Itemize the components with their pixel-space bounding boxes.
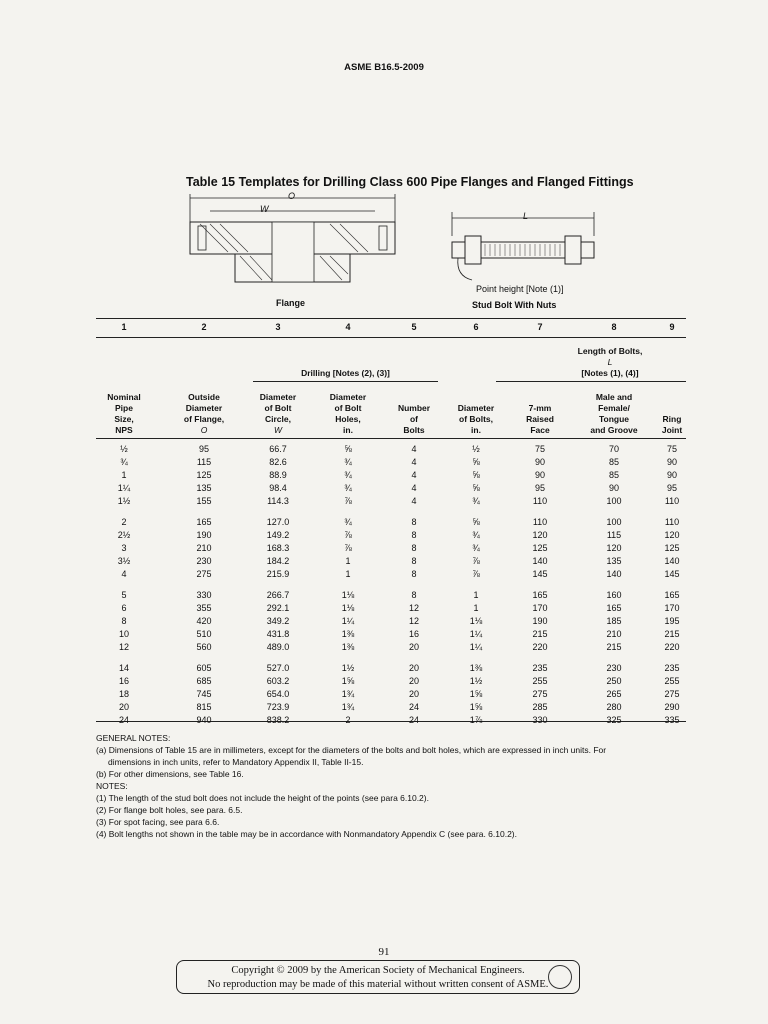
general-note-b: (b) For other dimensions, see Table 16. bbox=[96, 769, 244, 779]
header-nps-line: NPS bbox=[115, 425, 133, 435]
cell-bh: 1⅛ bbox=[341, 603, 355, 613]
cell-od: 605 bbox=[196, 663, 212, 673]
cell-nps: 5 bbox=[121, 590, 127, 600]
length-header-line-1: Length of Bolts, bbox=[577, 346, 643, 356]
cell-bh: ⅞ bbox=[344, 543, 352, 553]
cell-nb: 20 bbox=[408, 676, 419, 686]
header-rj-line: Joint bbox=[661, 425, 683, 435]
cell-db: ½ bbox=[472, 444, 480, 454]
header-mf-line: Tongue bbox=[598, 414, 630, 424]
cell-bh: 1¾ bbox=[341, 702, 355, 712]
header-bh bbox=[310, 392, 386, 436]
cell-bh: ⅞ bbox=[344, 496, 352, 506]
cell-rj: 125 bbox=[664, 543, 680, 553]
cell-od: 190 bbox=[196, 530, 212, 540]
cell-db: 1⅝ bbox=[469, 702, 483, 712]
cell-nps: 18 bbox=[118, 689, 129, 699]
cell-bh: 1½ bbox=[341, 663, 355, 673]
cell-nb: 20 bbox=[408, 689, 419, 699]
column-number-8: 8 bbox=[611, 322, 617, 332]
column-number-1: 1 bbox=[121, 322, 127, 332]
cell-bh: 1⅝ bbox=[341, 676, 355, 686]
note-1: (1) The length of the stud bolt does not include the height of the points (see para 6.10.2). bbox=[96, 793, 429, 803]
cell-od: 355 bbox=[196, 603, 212, 613]
cell-mf: 115 bbox=[606, 530, 622, 540]
cell-od: 210 bbox=[196, 543, 212, 553]
cell-nps: 2½ bbox=[117, 530, 131, 540]
cell-db: 1 bbox=[473, 590, 479, 600]
cell-nb: 12 bbox=[408, 616, 419, 626]
cell-od: 125 bbox=[196, 470, 212, 480]
cell-db: ⅝ bbox=[472, 470, 480, 480]
cell-bh: ¾ bbox=[344, 470, 352, 480]
cell-rj: 290 bbox=[664, 702, 680, 712]
note-3: (3) For spot facing, see para 6.6. bbox=[96, 817, 220, 827]
cell-bh: 1⅛ bbox=[341, 590, 355, 600]
cell-mf: 230 bbox=[606, 663, 622, 673]
cell-db: 1¼ bbox=[469, 629, 483, 639]
cell-mf: 100 bbox=[606, 517, 622, 527]
cell-nps: 8 bbox=[121, 616, 127, 626]
table-title: Table 15 Templates for Drilling Class 600 Pipe Flanges and Flanged Fittings bbox=[186, 175, 634, 189]
cell-bc: 292.1 bbox=[266, 603, 290, 613]
cell-rj: 140 bbox=[664, 556, 680, 566]
general-note-a: (a) Dimensions of Table 15 are in millimeters, except for the diameters of the bolts and bolt holes, which are expressed in inch units. For bbox=[96, 745, 607, 755]
cell-rj: 195 bbox=[664, 616, 680, 626]
cell-nb: 20 bbox=[408, 642, 419, 652]
cell-rf: 90 bbox=[534, 457, 545, 467]
cell-nps: 1 bbox=[121, 470, 127, 480]
cell-bh: 1¼ bbox=[341, 616, 355, 626]
cell-nb: 8 bbox=[411, 543, 417, 553]
header-od bbox=[166, 392, 242, 436]
cell-mf: 85 bbox=[608, 470, 619, 480]
cell-rj: 145 bbox=[664, 569, 680, 579]
cell-mf: 160 bbox=[606, 590, 622, 600]
cell-rj: 235 bbox=[664, 663, 680, 673]
header-bh-line: in. bbox=[343, 425, 353, 435]
cell-od: 745 bbox=[196, 689, 212, 699]
cell-rf: 190 bbox=[532, 616, 548, 626]
header-od-line: O bbox=[200, 425, 208, 435]
drilling-group-rule bbox=[253, 381, 438, 382]
column-number-7: 7 bbox=[537, 322, 543, 332]
header-nps-line: Nominal bbox=[107, 392, 141, 402]
cell-db: 1¼ bbox=[469, 642, 483, 652]
cell-db: ⅝ bbox=[472, 457, 480, 467]
notes-section bbox=[96, 732, 696, 840]
cell-nps: 3 bbox=[121, 543, 127, 553]
cell-rj: 165 bbox=[664, 590, 680, 600]
header-nb-line: of bbox=[409, 414, 419, 424]
cell-nb: 4 bbox=[411, 483, 417, 493]
header-bc-line: of Bolt bbox=[264, 403, 292, 413]
notes-heading: NOTES: bbox=[96, 781, 128, 791]
cell-nps: 24 bbox=[118, 715, 129, 725]
cell-bc: 149.2 bbox=[266, 530, 290, 540]
cell-bc: 114.3 bbox=[267, 496, 289, 506]
flange-and-stud-drawing bbox=[180, 192, 600, 312]
cell-db: ⅝ bbox=[472, 517, 480, 527]
header-rf bbox=[502, 403, 578, 436]
cell-rf: 220 bbox=[532, 642, 548, 652]
length-header-line-3: [Notes (1), (4)] bbox=[581, 368, 639, 378]
cell-rj: 215 bbox=[664, 629, 680, 639]
cell-mf: 265 bbox=[606, 689, 622, 699]
cell-bh: 1 bbox=[345, 556, 351, 566]
cell-nps: 2 bbox=[121, 517, 127, 527]
table-top-rule bbox=[96, 318, 686, 319]
cell-rj: 95 bbox=[666, 483, 677, 493]
cell-mf: 140 bbox=[606, 569, 622, 579]
cell-bc: 527.0 bbox=[266, 663, 290, 673]
cell-nb: 12 bbox=[408, 603, 419, 613]
cell-bh: 2 bbox=[345, 715, 351, 725]
stud-bolt-caption: Stud Bolt With Nuts bbox=[472, 300, 557, 310]
cell-rj: 220 bbox=[664, 642, 680, 652]
cell-bh: ¾ bbox=[344, 517, 352, 527]
cell-od: 165 bbox=[196, 517, 212, 527]
header-nps-line: Size, bbox=[114, 414, 134, 424]
cell-rf: 120 bbox=[532, 530, 548, 540]
column-number-3: 3 bbox=[275, 322, 281, 332]
cell-mf: 250 bbox=[606, 676, 622, 686]
cell-rf: 145 bbox=[532, 569, 548, 579]
header-bc-line: Diameter bbox=[259, 392, 297, 402]
cell-mf: 100 bbox=[606, 496, 622, 506]
cell-mf: 185 bbox=[606, 616, 622, 626]
cell-nps: 1¼ bbox=[117, 483, 131, 493]
cell-od: 230 bbox=[196, 556, 212, 566]
column-number-4: 4 bbox=[345, 322, 351, 332]
cell-db: 1⅜ bbox=[469, 663, 483, 673]
header-nb-line: Number bbox=[397, 403, 431, 413]
cell-db: ⅞ bbox=[472, 569, 480, 579]
cell-nb: 8 bbox=[411, 517, 417, 527]
cell-bh: ¾ bbox=[344, 457, 352, 467]
header-bh-line: Diameter bbox=[329, 392, 367, 402]
cell-od: 510 bbox=[196, 629, 212, 639]
standard-header: ASME B16.5-2009 bbox=[344, 62, 424, 73]
cell-nps: 20 bbox=[118, 702, 129, 712]
cell-db: ⅞ bbox=[472, 556, 480, 566]
cell-nb: 8 bbox=[411, 556, 417, 566]
cell-nps: 6 bbox=[121, 603, 127, 613]
general-notes-heading: GENERAL NOTES: bbox=[96, 733, 171, 743]
cell-nb: 4 bbox=[411, 457, 417, 467]
header-bh-line: of Bolt bbox=[334, 403, 362, 413]
cell-mf: 135 bbox=[606, 556, 622, 566]
cell-nb: 8 bbox=[411, 530, 417, 540]
cell-nps: 16 bbox=[118, 676, 129, 686]
cell-rj: 275 bbox=[664, 689, 680, 699]
header-bottom-rule bbox=[96, 438, 686, 439]
cell-mf: 325 bbox=[606, 715, 622, 725]
drilling-group-header: Drilling [Notes (2), (3)] bbox=[301, 368, 390, 378]
cell-od: 420 bbox=[196, 616, 212, 626]
cell-rf: 330 bbox=[532, 715, 548, 725]
cell-mf: 120 bbox=[606, 543, 622, 553]
cell-mf: 215 bbox=[606, 642, 622, 652]
cell-nps: 12 bbox=[118, 642, 129, 652]
cell-rf: 255 bbox=[532, 676, 548, 686]
cell-rf: 275 bbox=[532, 689, 548, 699]
cell-db: ¾ bbox=[472, 496, 480, 506]
cell-nb: 24 bbox=[408, 715, 419, 725]
cell-db: ⅝ bbox=[472, 483, 480, 493]
cell-nps: 4 bbox=[121, 569, 127, 579]
column-number-rule bbox=[96, 337, 686, 338]
cell-nb: 24 bbox=[408, 702, 419, 712]
cell-nb: 8 bbox=[411, 590, 417, 600]
cell-mf: 210 bbox=[606, 629, 622, 639]
header-nps-line: Pipe bbox=[115, 403, 133, 413]
flange-caption: Flange bbox=[276, 298, 306, 308]
cell-rf: 110 bbox=[532, 496, 548, 506]
cell-od: 95 bbox=[198, 444, 209, 454]
column-number-9: 9 bbox=[669, 322, 675, 332]
cell-nb: 4 bbox=[411, 470, 417, 480]
cell-od: 815 bbox=[196, 702, 212, 712]
cell-bc: 168.3 bbox=[266, 543, 290, 553]
cell-od: 275 bbox=[196, 569, 212, 579]
cell-db: 1½ bbox=[469, 676, 483, 686]
cell-bc: 82.6 bbox=[269, 457, 287, 467]
cell-bc: 838.2 bbox=[266, 715, 290, 725]
cell-nb: 4 bbox=[411, 496, 417, 506]
header-rj-line: Ring bbox=[662, 414, 682, 424]
dim-l-label: L bbox=[523, 211, 529, 221]
cell-rf: 165 bbox=[532, 590, 548, 600]
cell-db: 1⅛ bbox=[469, 616, 483, 626]
cell-bc: 266.7 bbox=[266, 590, 290, 600]
cell-nps: 14 bbox=[118, 663, 129, 673]
cell-bc: 88.9 bbox=[269, 470, 287, 480]
cell-rf: 235 bbox=[532, 663, 548, 673]
cell-bh: ¾ bbox=[344, 483, 352, 493]
cell-bc: 349.2 bbox=[266, 616, 290, 626]
length-group-header bbox=[540, 346, 680, 379]
header-mf-line: Male and bbox=[595, 392, 633, 402]
cell-rf: 75 bbox=[534, 444, 545, 454]
cell-mf: 70 bbox=[608, 444, 619, 454]
cell-mf: 280 bbox=[606, 702, 622, 712]
cell-nb: 8 bbox=[411, 569, 417, 579]
cell-od: 155 bbox=[196, 496, 212, 506]
cell-nps: 3½ bbox=[117, 556, 131, 566]
copyright-line-2: No reproduction may be made of this material without written consent of ASME. bbox=[207, 979, 549, 990]
cell-db: 1⅝ bbox=[469, 689, 483, 699]
cell-rf: 125 bbox=[532, 543, 548, 553]
header-bc bbox=[240, 392, 316, 436]
cell-rf: 90 bbox=[534, 470, 545, 480]
cell-od: 330 bbox=[196, 590, 212, 600]
note-2: (2) For flange bolt holes, see para. 6.5. bbox=[96, 805, 243, 815]
column-number-2: 2 bbox=[201, 322, 207, 332]
cell-rj: 90 bbox=[666, 457, 677, 467]
header-nb-line: Bolts bbox=[403, 425, 425, 435]
cell-bc: 98.4 bbox=[269, 483, 287, 493]
header-bc-line: W bbox=[273, 425, 283, 435]
header-nps bbox=[86, 392, 162, 436]
cell-bc: 215.9 bbox=[266, 569, 290, 579]
cell-nps: 10 bbox=[118, 629, 129, 639]
cell-nps: ½ bbox=[120, 444, 128, 454]
cell-rf: 110 bbox=[532, 517, 548, 527]
cell-bc: 431.8 bbox=[266, 629, 290, 639]
page-number: 91 bbox=[378, 946, 390, 958]
header-mf-line: and Groove bbox=[590, 425, 638, 435]
cell-bc: 654.0 bbox=[266, 689, 290, 699]
cell-rj: 110 bbox=[664, 496, 680, 506]
cell-nb: 16 bbox=[408, 629, 419, 639]
header-rf-line: Face bbox=[530, 425, 550, 435]
cell-rf: 285 bbox=[532, 702, 548, 712]
cell-nps: 1½ bbox=[117, 496, 131, 506]
header-db-line: in. bbox=[471, 425, 481, 435]
column-number-6: 6 bbox=[473, 322, 479, 332]
cell-db: ¾ bbox=[472, 530, 480, 540]
cell-db: 1 bbox=[473, 603, 479, 613]
cell-rj: 335 bbox=[664, 715, 680, 725]
cell-rf: 140 bbox=[532, 556, 548, 566]
cell-mf: 90 bbox=[608, 483, 619, 493]
header-rj bbox=[634, 414, 710, 436]
cell-nb: 20 bbox=[408, 663, 419, 673]
cell-rf: 215 bbox=[532, 629, 548, 639]
cell-rj: 90 bbox=[666, 470, 677, 480]
cell-db: ¾ bbox=[472, 543, 480, 553]
copyright-line-1: Copyright © 2009 by the American Society of Mechanical Engineers. bbox=[231, 965, 525, 976]
header-od-line: Outside bbox=[188, 392, 220, 402]
cell-od: 560 bbox=[196, 642, 212, 652]
cell-bc: 127.0 bbox=[266, 517, 290, 527]
cell-nps: ¾ bbox=[120, 457, 128, 467]
cell-bh: 1⅜ bbox=[341, 642, 355, 652]
cell-nb: 4 bbox=[411, 444, 417, 454]
length-group-rule bbox=[496, 381, 686, 382]
cell-bh: 1¾ bbox=[341, 689, 355, 699]
dim-w-label: W bbox=[260, 204, 269, 214]
cell-bc: 184.2 bbox=[266, 556, 290, 566]
general-note-a-cont: dimensions in inch units, refer to Mandatory Appendix II, Table II-15. bbox=[108, 757, 364, 767]
cell-bc: 489.0 bbox=[266, 642, 290, 652]
asme-seal-icon bbox=[548, 965, 572, 989]
length-header-line-2: L bbox=[607, 357, 613, 367]
header-db-line: of Bolts, bbox=[459, 414, 493, 424]
header-od-line: Diameter bbox=[185, 403, 223, 413]
dim-o-label: O bbox=[288, 191, 296, 201]
cell-od: 135 bbox=[196, 483, 212, 493]
header-mf-line: Female/ bbox=[598, 403, 630, 413]
cell-db: 1⅞ bbox=[469, 715, 483, 725]
copyright-box bbox=[176, 960, 580, 994]
header-rf-line: 7-mm bbox=[528, 403, 552, 413]
cell-mf: 85 bbox=[608, 457, 619, 467]
note-4: (4) Bolt lengths not shown in the table may be in accordance with Nonmandatory Appendix C (see para. 6.10.2). bbox=[96, 829, 517, 839]
cell-rj: 255 bbox=[664, 676, 680, 686]
header-bh-line: Holes, bbox=[335, 414, 361, 424]
cell-bc: 603.2 bbox=[266, 676, 290, 686]
cell-rj: 110 bbox=[664, 517, 680, 527]
column-number-5: 5 bbox=[411, 322, 417, 332]
cell-bh: ⅝ bbox=[344, 444, 352, 454]
cell-od: 115 bbox=[196, 457, 212, 467]
cell-od: 940 bbox=[196, 715, 212, 725]
header-db-line: Diameter bbox=[457, 403, 495, 413]
cell-mf: 165 bbox=[606, 603, 622, 613]
cell-bc: 66.7 bbox=[269, 444, 287, 454]
cell-bc: 723.9 bbox=[266, 702, 290, 712]
cell-bh: ⅞ bbox=[344, 530, 352, 540]
cell-rj: 120 bbox=[664, 530, 680, 540]
header-rf-line: Raised bbox=[526, 414, 554, 424]
cell-bh: 1 bbox=[345, 569, 351, 579]
point-height-note: Point height [Note (1)] bbox=[476, 284, 564, 294]
header-bc-line: Circle, bbox=[265, 414, 291, 424]
cell-rf: 95 bbox=[534, 483, 545, 493]
header-od-line: of Flange, bbox=[183, 414, 225, 424]
cell-bh: 1⅜ bbox=[341, 629, 355, 639]
cell-od: 685 bbox=[196, 676, 212, 686]
cell-rf: 170 bbox=[532, 603, 548, 613]
cell-rj: 170 bbox=[664, 603, 680, 613]
figure-drawings bbox=[180, 192, 600, 312]
cell-rj: 75 bbox=[666, 444, 677, 454]
